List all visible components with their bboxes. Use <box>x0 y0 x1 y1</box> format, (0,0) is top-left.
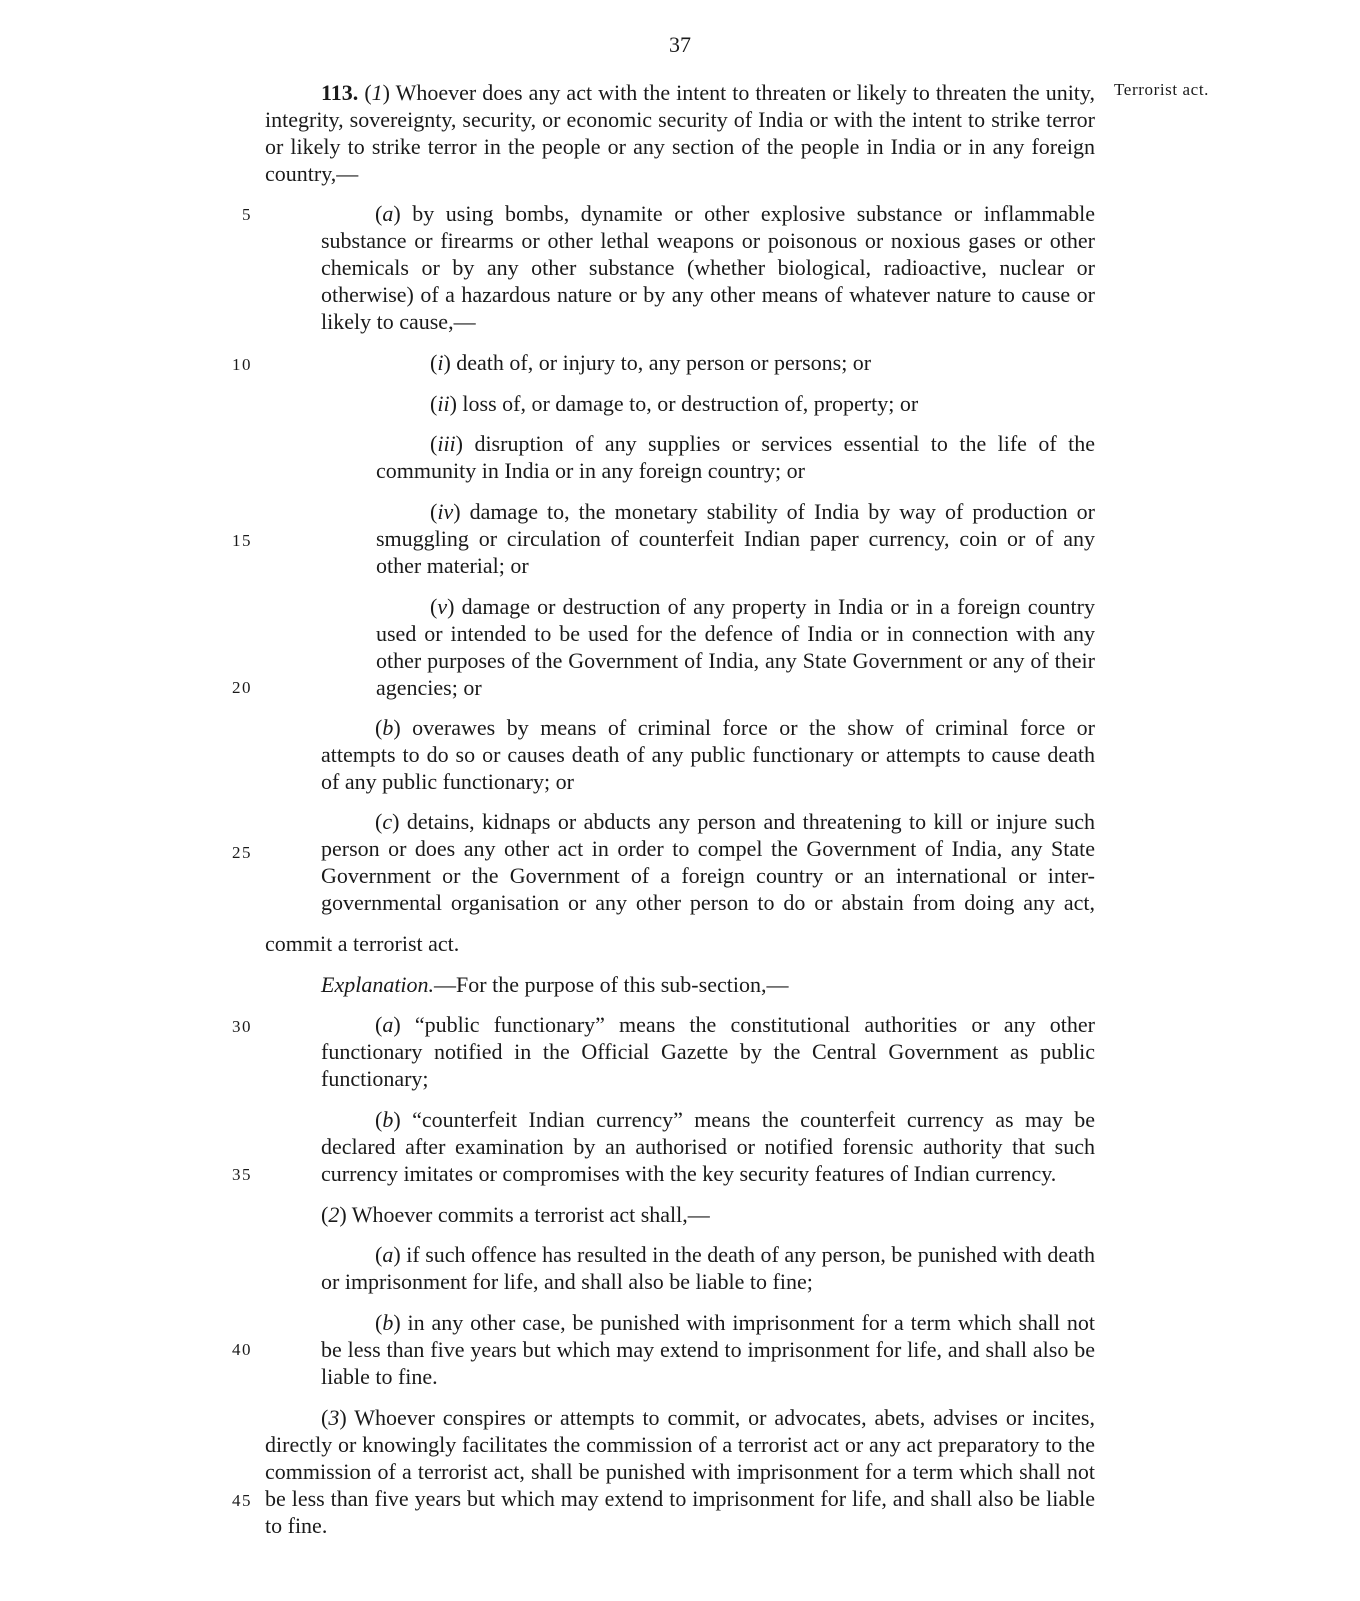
section-number: 113. <box>321 80 359 105</box>
page-number: 37 <box>669 32 691 57</box>
explanation-a: (a) “public functionary” means the constitutional authorities or any other functionary notified in the Official Gazette by the Central Government as public functionary; <box>321 1012 1095 1091</box>
clause-text: overawes by means of criminal force or the show of criminal force or attempts to do so or causes death of any public functionary or attempts to cause death of any public functionary; or <box>321 715 1095 794</box>
item-v: (v) damage or destruction of any property in India or in a foreign country used or intended to be used for the defence of India or in connection with any other purposes of the Government of India, any State Government or any of their agencies; or <box>376 594 1095 700</box>
intro-text: Whoever does any act with the intent to threaten or likely to threaten the unity, integrity, sovereignty, security, or economic security of India or with the intent to strike terror or likely to strike terror in the people or any section of the people in India or in any foreign country,— <box>265 80 1095 186</box>
item-label: v <box>437 594 448 619</box>
item-label: ii <box>437 391 450 416</box>
explanation-label: Explanation. <box>321 972 435 997</box>
item-label: i <box>437 350 444 375</box>
line-number: 5 <box>242 205 252 224</box>
clause-label: a <box>382 1242 394 1267</box>
clause-label: a <box>382 1012 394 1037</box>
sub-label: 2 <box>328 1202 340 1227</box>
line-number: 10 <box>232 355 252 374</box>
clause-label: b <box>382 1107 394 1132</box>
conclusion: commit a terrorist act. <box>265 931 460 956</box>
section-113-intro: 113. (1) Whoever does any act with the intent to threaten or likely to threaten the unity, integrity, sovereignty, security, or economic security of India or with the intent to strike terror or likely to strike terror in the people or any section of the people in India or in any foreign country,— <box>265 80 1095 186</box>
explanation-b: (b) “counterfeit Indian currency” means the counterfeit currency as may be declared after examination by an authorised or notified forensic authority that such currency imitates or compromises with the key security features of Indian currency. <box>321 1107 1096 1186</box>
subsection-text: Whoever conspires or attempts to commit, or advocates, abets, advises or incites, directly or knowingly facilitates the commission of a terrorist act or any act preparatory to the commission of a terrorist act, shall be punished with imprisonment for a term which shall not be less than five years but which may extend to imprisonment for life, and shall also be liable to fine. <box>265 1405 1095 1538</box>
item-iv: (iv) damage to, the monetary stability of India by way of production or smuggling or circulation of counterfeit Indian paper currency, coin or of any other material; or <box>376 499 1096 578</box>
line-number: 25 <box>232 843 252 862</box>
clause-text: in any other case, be punished with imprisonment for a term which shall not be less than five years but which may extend to imprisonment for life, and shall also be liable to fine. <box>321 1310 1096 1389</box>
item-text: damage or destruction of any property in India or in a foreign country used or intended to be used for the defence of India or in connection with any other purposes of the Government of India, any State Government or any of their agencies; or <box>376 594 1095 700</box>
clause-a: (a) by using bombs, dynamite or other explosive substance or inflammable substance or firearms or other lethal weapons or poisonous or noxious gases or other chemicals or by any other substance (whether biological, radioactive, nuclear or otherwise) of a hazardous nature or by any other means of whatever nature to cause or likely to cause,— <box>321 201 1095 334</box>
line-number: 15 <box>232 531 252 550</box>
item-text: disruption of any supplies or services essential to the life of the community in India or in any foreign country; or <box>376 431 1096 483</box>
clause-text: if such offence has resulted in the death of any person, be punished with death or imprisonment for life, and shall also be liable to fine; <box>321 1242 1095 1294</box>
item-ii: (ii) loss of, or damage to, or destruction of, property; or <box>430 391 919 416</box>
margin-note: Terrorist act. <box>1114 80 1210 99</box>
subsection-text: Whoever commits a terrorist act shall,— <box>351 1202 710 1227</box>
line-number: 35 <box>232 1165 252 1184</box>
clause-label: b <box>382 715 394 740</box>
clause-text: by using bombs, dynamite or other explosive substance or inflammable substance or firearms or other lethal weapons or poisonous or noxious gases or other chemicals or by any other substance (whether biological, radioactive, nuclear or otherwise) of a hazardous nature or by any other means of whatever nature to cause or likely to cause,— <box>321 201 1095 334</box>
item-text: damage to, the monetary stability of India by way of production or smuggling or circulation of counterfeit Indian paper currency, coin or of any other material; or <box>376 499 1096 578</box>
line-number: 30 <box>232 1017 252 1036</box>
clause-text: “public functionary” means the constitutional authorities or any other functionary notified in the Official Gazette by the Central Government as public functionary; <box>321 1012 1095 1091</box>
explanation-text: —For the purpose of this sub-section,— <box>434 972 789 997</box>
clause-label: a <box>382 201 394 226</box>
line-number: 40 <box>232 1340 252 1359</box>
explanation <box>321 971 1095 998</box>
clause-text: detains, kidnaps or abducts any person and threatening to kill or injure such person or does any other act in order to compel the Government of India, any State Government or the Government of a foreign country or an international or inter-governmental organisation or any other person to do or abstain from doing any act, <box>321 809 1095 915</box>
clause-label: b <box>382 1310 394 1335</box>
sub-label: 3 <box>328 1405 340 1430</box>
item-text: loss of, or damage to, or destruction of, property; or <box>462 391 919 416</box>
item-iii: (iii) disruption of any supplies or services essential to the life of the community in India or in any foreign country; or <box>376 431 1096 483</box>
subsection-2: (2) Whoever commits a terrorist act shall,— <box>321 1202 710 1227</box>
line-number: 20 <box>232 678 252 697</box>
clause-text: “counterfeit Indian currency” means the counterfeit currency as may be declared after examination by an authorised or notified forensic authority that such currency imitates or compromises with the key security features of Indian currency. <box>321 1107 1096 1186</box>
item-text: death of, or injury to, any person or persons; or <box>456 350 872 375</box>
clause-label: c <box>382 809 393 834</box>
item-label: iii <box>437 431 456 456</box>
item-i: (i) death of, or injury to, any person or persons; or <box>430 350 872 375</box>
clause-b: (b) overawes by means of criminal force or the show of criminal force or attempts to do so or causes death of any public functionary or attempts to cause death of any public functionary; or <box>321 715 1095 794</box>
subsection-3: (3) Whoever conspires or attempts to commit, or advocates, abets, advises or incites, directly or knowingly facilitates the commission of a terrorist act or any act preparatory to the commission of a terrorist act, shall be punished with imprisonment for a term which shall not be less than five years but which may extend to imprisonment for life, and shall also be liable to fine. <box>265 1405 1095 1538</box>
clause-c: (c) detains, kidnaps or abducts any person and threatening to kill or injure such person or does any other act in order to compel the Government of India, any State Government or the Government of a foreign country or an international or inter-governmental organisation or any other person to do or abstain from doing any act, <box>321 809 1095 915</box>
sub-label: 1 <box>371 80 383 105</box>
line-number: 45 <box>232 1491 252 1510</box>
subsection-2-b: (b) in any other case, be punished with imprisonment for a term which shall not be less than five years but which may extend to imprisonment for life, and shall also be liable to fine. <box>321 1310 1096 1389</box>
item-label: iv <box>437 499 454 524</box>
subsection-2-a: (a) if such offence has resulted in the death of any person, be punished with death or imprisonment for life, and shall also be liable to fine; <box>321 1242 1095 1294</box>
